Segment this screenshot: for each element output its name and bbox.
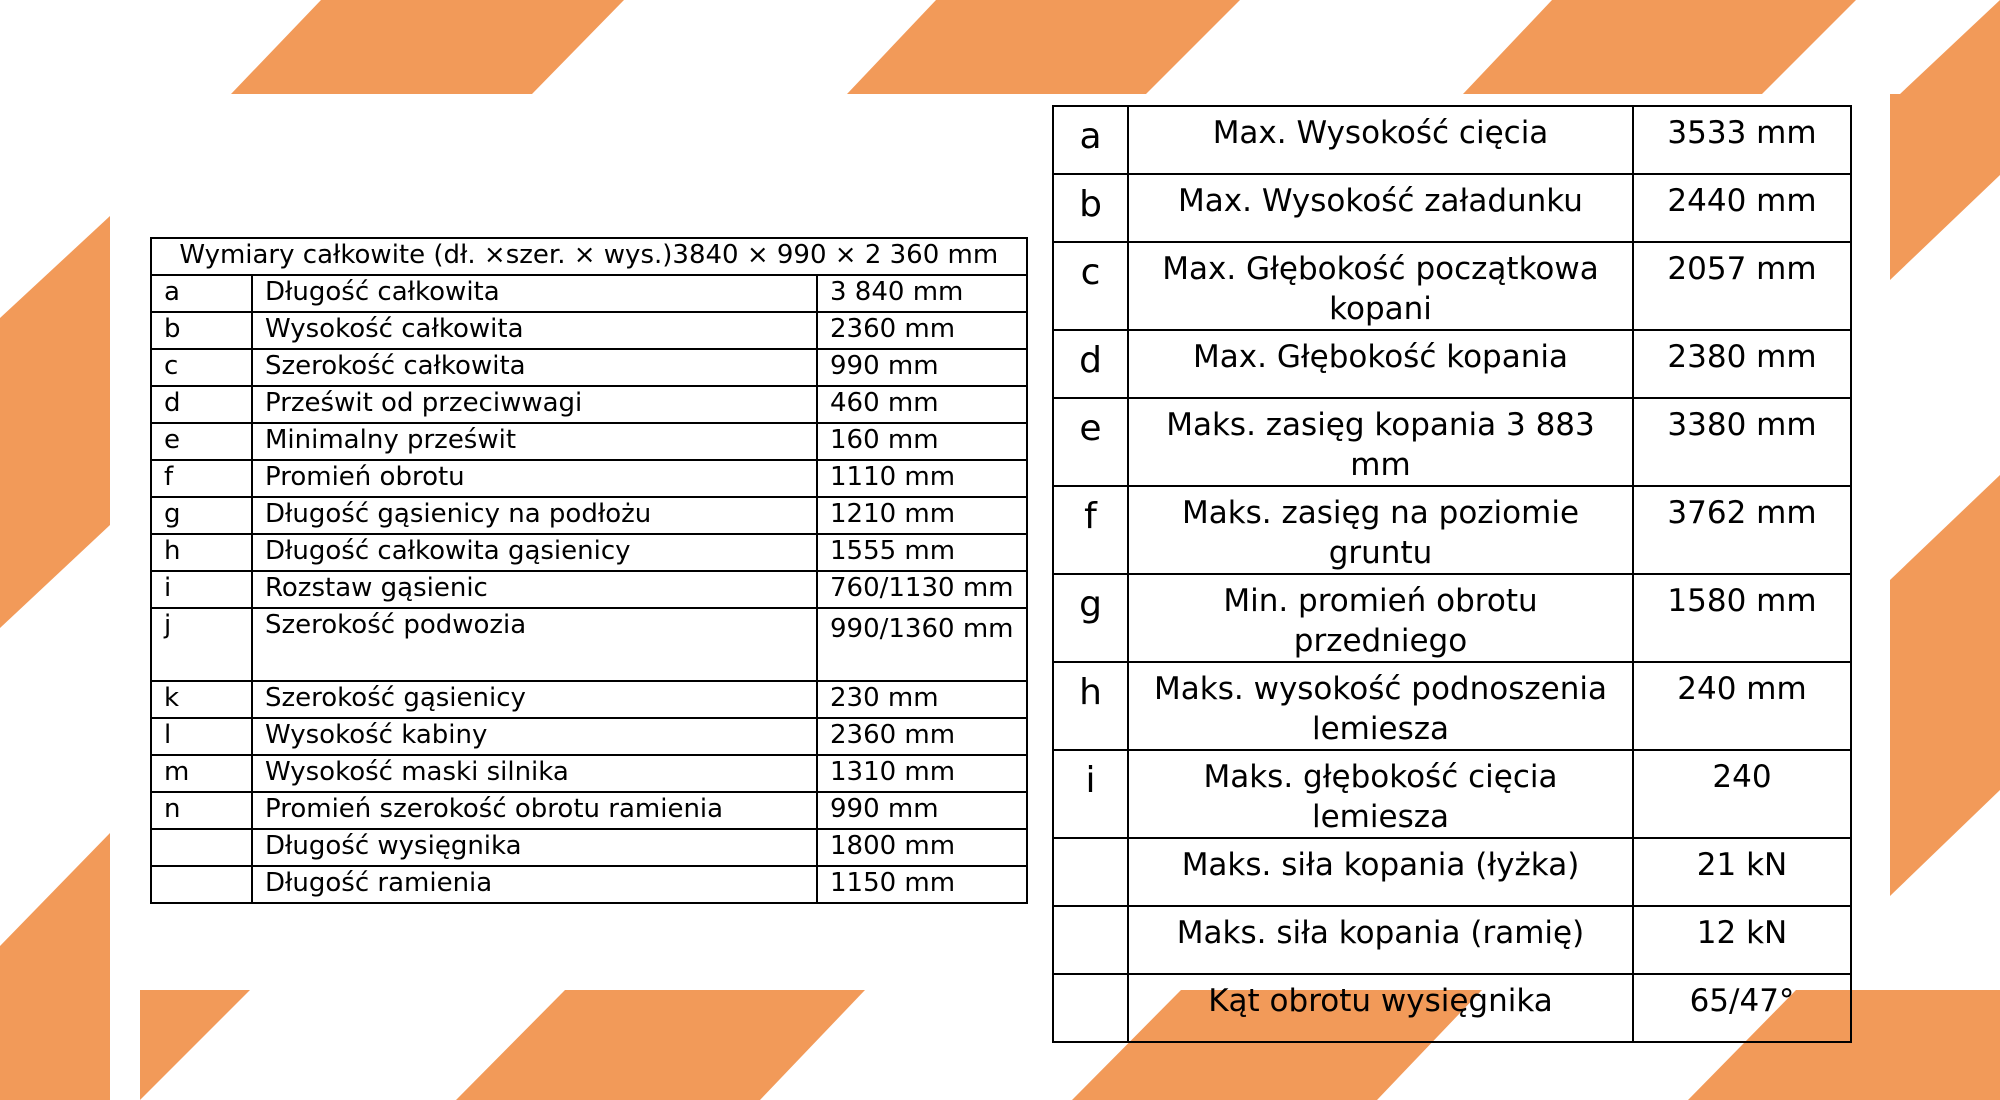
row-value-cell: 1580 mm (1633, 574, 1851, 662)
table-row (1053, 398, 1851, 486)
row-label-cell: Szerokość podwozia (252, 608, 817, 681)
row-key-cell: m (151, 755, 252, 792)
row-label-cell: Maks. wysokość podnoszenia lemiesza (1128, 662, 1633, 750)
row-label-cell: Minimalny prześwit (252, 423, 817, 460)
row-key-cell (151, 829, 252, 866)
table-row (151, 497, 1027, 534)
table-row (151, 681, 1027, 718)
table-row (151, 386, 1027, 423)
row-label-cell: Min. promień obrotu przedniego (1128, 574, 1633, 662)
table-row (151, 866, 1027, 903)
row-label-cell: Max. Wysokość cięcia (1128, 106, 1633, 174)
row-label-cell: Promień szerokość obrotu ramienia (252, 792, 817, 829)
row-value-cell: 230 mm (817, 681, 1027, 718)
table-row (1053, 662, 1851, 750)
row-key-cell (1053, 906, 1128, 974)
row-key-cell: i (151, 571, 252, 608)
row-label-cell: Promień obrotu (252, 460, 817, 497)
row-label-cell: Maks. siła kopania (ramię) (1128, 906, 1633, 974)
row-key-cell: i (1053, 750, 1128, 838)
row-label-cell: Kąt obrotu wysięgnika (1128, 974, 1633, 1042)
row-key-cell: l (151, 718, 252, 755)
row-key-cell: a (151, 275, 252, 312)
row-value-cell: 65/47° (1633, 974, 1851, 1042)
table-row (1053, 974, 1851, 1042)
row-value-cell: 3533 mm (1633, 106, 1851, 174)
table-row (1053, 574, 1851, 662)
row-key-cell: h (151, 534, 252, 571)
row-label-cell: Maks. zasięg na poziomie gruntu (1128, 486, 1633, 574)
row-value-cell: 240 (1633, 750, 1851, 838)
row-value-cell: 1150 mm (817, 866, 1027, 903)
row-value-cell: 990 mm (817, 792, 1027, 829)
table-row (151, 792, 1027, 829)
row-key-cell: c (1053, 242, 1128, 330)
row-label-cell: Wysokość całkowita (252, 312, 817, 349)
row-key-cell: b (1053, 174, 1128, 242)
row-value-cell: 460 mm (817, 386, 1027, 423)
row-value-cell: 1310 mm (817, 755, 1027, 792)
row-key-cell: n (151, 792, 252, 829)
row-value-cell: 21 kN (1633, 838, 1851, 906)
row-label-cell: Rozstaw gąsienic (252, 571, 817, 608)
row-label-cell: Szerokość gąsienicy (252, 681, 817, 718)
row-label-cell: Max. Wysokość załadunku (1128, 174, 1633, 242)
row-key-cell (151, 866, 252, 903)
table-row (151, 718, 1027, 755)
table-row (1053, 106, 1851, 174)
row-key-cell: d (151, 386, 252, 423)
dimensions-table (150, 237, 1028, 904)
row-key-cell: c (151, 349, 252, 386)
row-label-cell: Maks. głębokość cięcia lemiesza (1128, 750, 1633, 838)
row-label-cell: Długość całkowita gąsienicy (252, 534, 817, 571)
row-value-cell: 990 mm (817, 349, 1027, 386)
row-key-cell: g (1053, 574, 1128, 662)
row-value-cell: 2360 mm (817, 718, 1027, 755)
table-row (1053, 838, 1851, 906)
table-row (151, 460, 1027, 497)
table-row (151, 829, 1027, 866)
row-value-cell: 2440 mm (1633, 174, 1851, 242)
row-value-cell: 2360 mm (817, 312, 1027, 349)
row-key-cell: k (151, 681, 252, 718)
table-row (1053, 486, 1851, 574)
row-key-cell: a (1053, 106, 1128, 174)
table-row (151, 349, 1027, 386)
row-label-cell: Długość gąsienicy na podłożu (252, 497, 817, 534)
row-value-cell: 1555 mm (817, 534, 1027, 571)
row-key-cell: h (1053, 662, 1128, 750)
table-row (151, 608, 1027, 681)
row-key-cell: f (1053, 486, 1128, 574)
row-value-cell: 2057 mm (1633, 242, 1851, 330)
row-label-cell: Długość całkowita (252, 275, 817, 312)
table-row (1053, 906, 1851, 974)
dimensions-table-header: Wymiary całkowite (dł. ×szer. × wys.)3840 × 990 × 2 360 mm (151, 238, 1027, 275)
row-key-cell: e (1053, 398, 1128, 486)
performance-table (1052, 105, 1852, 1043)
row-label-cell: Max. Głębokość kopania (1128, 330, 1633, 398)
row-value-cell: 3762 mm (1633, 486, 1851, 574)
row-label-cell: Długość ramienia (252, 866, 817, 903)
row-key-cell: j (151, 608, 252, 681)
row-key-cell: f (151, 460, 252, 497)
row-key-cell (1053, 974, 1128, 1042)
row-value-cell: 160 mm (817, 423, 1027, 460)
row-value-cell: 12 kN (1633, 906, 1851, 974)
table-row (151, 423, 1027, 460)
table-row (1053, 330, 1851, 398)
row-label-cell: Prześwit od przeciwwagi (252, 386, 817, 423)
row-value-cell: 1210 mm (817, 497, 1027, 534)
row-key-cell: d (1053, 330, 1128, 398)
row-value-cell: 240 mm (1633, 662, 1851, 750)
row-key-cell: g (151, 497, 252, 534)
row-label-cell: Max. Głębokość początkowa kopani (1128, 242, 1633, 330)
table-row (151, 534, 1027, 571)
table-row (151, 755, 1027, 792)
row-value-cell: 2380 mm (1633, 330, 1851, 398)
row-key-cell: b (151, 312, 252, 349)
table-row (1053, 242, 1851, 330)
table-row (1053, 174, 1851, 242)
row-label-cell: Długość wysięgnika (252, 829, 817, 866)
row-value-cell: 3380 mm (1633, 398, 1851, 486)
row-key-cell: e (151, 423, 252, 460)
row-label-cell: Szerokość całkowita (252, 349, 817, 386)
table-row (151, 312, 1027, 349)
row-value-cell: 1800 mm (817, 829, 1027, 866)
row-key-cell (1053, 838, 1128, 906)
row-value-cell: 760/1130 mm (817, 571, 1027, 608)
table-row (151, 275, 1027, 312)
row-label-cell: Maks. zasięg kopania 3 883 mm (1128, 398, 1633, 486)
row-label-cell: Wysokość maski silnika (252, 755, 817, 792)
row-label-cell: Wysokość kabiny (252, 718, 817, 755)
row-value-cell: 1110 mm (817, 460, 1027, 497)
row-value-cell: 3 840 mm (817, 275, 1027, 312)
row-value-cell: 990/1360 mm (817, 608, 1027, 681)
table-row (1053, 750, 1851, 838)
row-label-cell: Maks. siła kopania (łyżka) (1128, 838, 1633, 906)
table-row (151, 571, 1027, 608)
